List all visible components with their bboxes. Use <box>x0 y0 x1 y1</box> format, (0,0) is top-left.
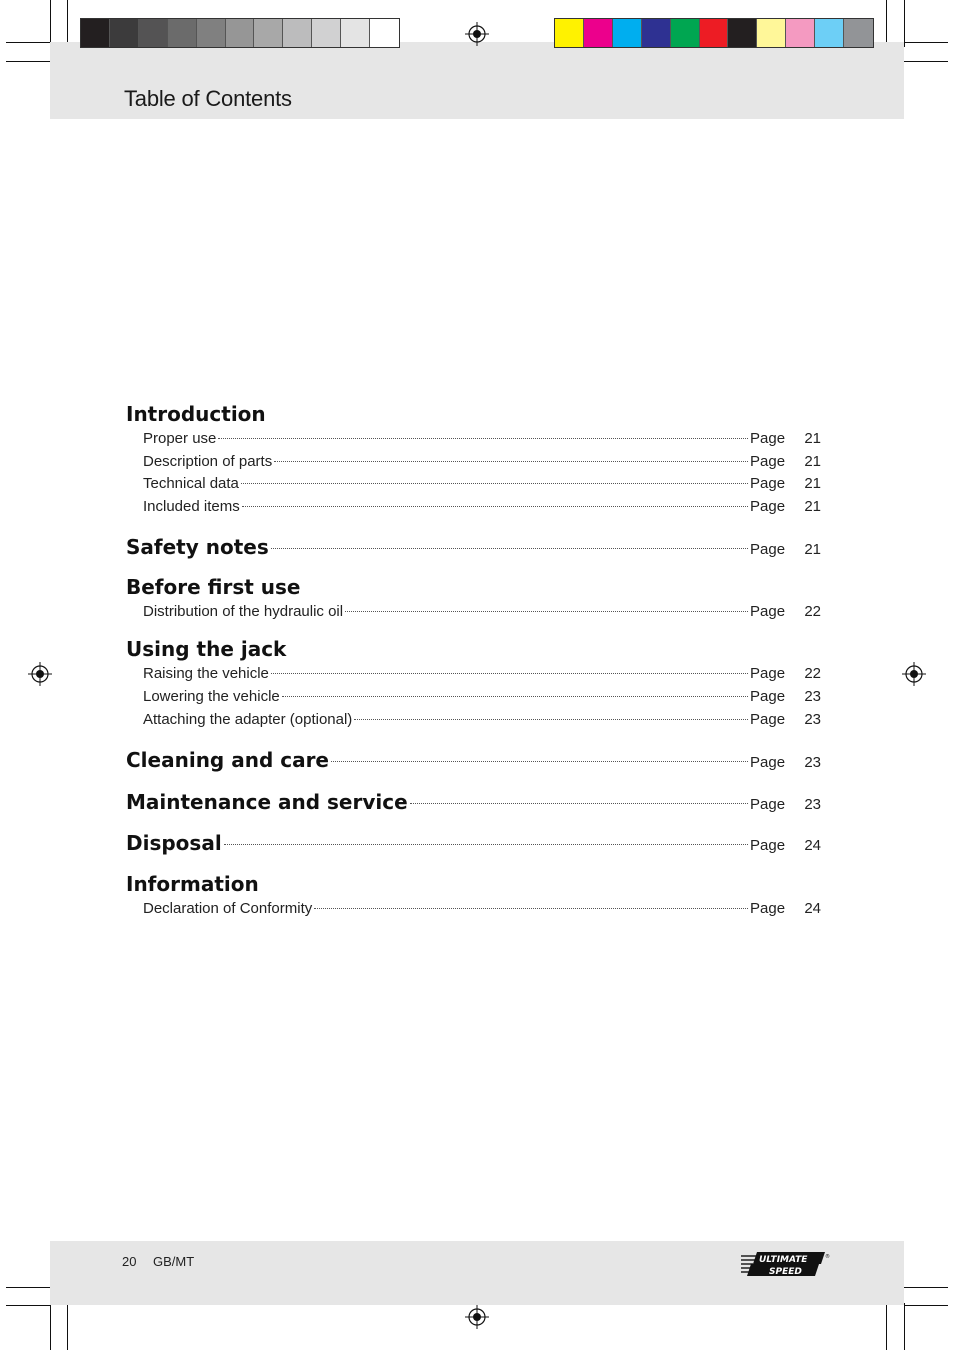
crop-mark <box>6 42 50 43</box>
toc-section <box>126 533 821 561</box>
page-word: Page <box>750 688 786 706</box>
color-swatch <box>312 19 341 47</box>
color-swatch <box>168 19 197 47</box>
color-swatch <box>254 19 283 47</box>
dot-leader <box>410 803 748 804</box>
page-number: 23 <box>804 710 821 728</box>
toc-entry-label: Proper use <box>143 430 217 447</box>
crop-mark <box>6 1287 50 1288</box>
color-swatch <box>786 19 815 47</box>
page-word: Page <box>750 665 786 683</box>
page-number: 21 <box>804 452 821 470</box>
toc-section <box>126 870 821 921</box>
toc-section <box>126 788 821 816</box>
registration-mark-icon <box>902 662 926 686</box>
page-number: 24 <box>804 836 821 854</box>
page-word: Page <box>750 475 786 493</box>
toc-entry-label: Included items <box>143 498 240 516</box>
dot-leader <box>271 548 748 549</box>
dot-leader <box>354 719 748 720</box>
page-title: Table of Contents <box>124 86 292 111</box>
color-swatch <box>728 19 757 47</box>
color-swatch <box>844 19 873 47</box>
page-number: 23 <box>804 688 821 706</box>
registration-mark-icon <box>465 22 489 46</box>
page-word: Page <box>750 602 786 620</box>
page-number: 21 <box>804 498 821 516</box>
color-swatch <box>671 19 700 47</box>
dot-leader <box>345 611 748 612</box>
crop-mark <box>886 0 887 47</box>
toc-entry-label: Distribution of the hydraulic oil <box>143 602 344 620</box>
toc-entry-label: Technical data <box>143 475 239 493</box>
toc-section <box>126 635 821 731</box>
color-swatch <box>139 19 168 47</box>
toc-entry[interactable] <box>126 496 821 519</box>
color-swatch <box>700 19 729 47</box>
color-swatch <box>757 19 786 47</box>
toc-entry-label: Declaration of Conformity <box>143 899 313 917</box>
toc-heading: Information <box>126 871 259 896</box>
color-swatch <box>642 19 671 47</box>
svg-text:ULTIMATE: ULTIMATE <box>759 1255 808 1265</box>
color-swatch <box>110 19 139 47</box>
crop-mark <box>67 0 68 47</box>
color-swatch <box>197 19 226 47</box>
crop-mark <box>67 1303 68 1350</box>
dot-leader <box>314 908 748 909</box>
toc-heading: Before first use <box>126 574 301 599</box>
toc-heading-row[interactable] <box>126 533 821 561</box>
toc-entry[interactable] <box>126 709 821 732</box>
toc-entry-label: Raising the vehicle <box>143 665 269 683</box>
page-word: Page <box>750 452 786 470</box>
crop-mark <box>904 42 948 43</box>
table-of-contents <box>126 400 821 920</box>
toc-heading-row[interactable] <box>126 746 821 774</box>
toc-heading: Safety notes <box>126 534 269 559</box>
toc-section <box>126 573 821 624</box>
toc-entry[interactable] <box>126 428 821 451</box>
toc-entry[interactable] <box>126 601 821 624</box>
dot-leader <box>274 461 748 462</box>
crop-mark <box>50 1303 51 1350</box>
toc-section <box>126 400 821 519</box>
process-color-bar <box>554 18 874 48</box>
page-word: Page <box>750 753 786 771</box>
color-swatch <box>815 19 844 47</box>
toc-heading: Cleaning and care <box>126 747 329 772</box>
crop-mark <box>50 0 51 47</box>
color-swatch <box>613 19 642 47</box>
toc-entry[interactable] <box>126 451 821 474</box>
page-word: Page <box>750 540 786 558</box>
registration-mark-icon <box>28 662 52 686</box>
toc-section <box>126 746 821 774</box>
toc-entry[interactable] <box>126 663 821 686</box>
dot-leader <box>271 673 748 674</box>
color-swatch <box>555 19 584 47</box>
svg-text:®: ® <box>825 1254 830 1260</box>
crop-mark <box>886 1303 887 1350</box>
page-word: Page <box>750 795 786 813</box>
toc-entry[interactable] <box>126 898 821 921</box>
crop-mark <box>904 1287 948 1288</box>
toc-entry-label: Description of parts <box>143 452 273 470</box>
color-swatch <box>341 19 370 47</box>
grayscale-color-bar <box>80 18 400 48</box>
crop-mark <box>904 1303 905 1350</box>
toc-heading: Maintenance and service <box>126 789 408 814</box>
color-swatch <box>370 19 399 47</box>
footer-language-code: GB/MT <box>153 1254 195 1269</box>
toc-heading-row[interactable] <box>126 829 821 857</box>
page-number: 22 <box>804 602 821 620</box>
page-number: 21 <box>804 540 821 558</box>
dot-leader <box>224 844 748 845</box>
crop-mark <box>6 61 50 62</box>
toc-heading: Introduction <box>126 402 266 426</box>
registration-mark-icon <box>465 1305 489 1329</box>
crop-mark <box>904 61 948 62</box>
dot-leader <box>331 761 748 762</box>
footer-page-number: 20 <box>122 1254 137 1269</box>
toc-entry-label: Attaching the adapter (optional) <box>143 710 353 728</box>
crop-mark <box>904 0 905 47</box>
page-word: Page <box>750 498 786 516</box>
crop-mark <box>904 1305 948 1306</box>
color-swatch <box>81 19 110 47</box>
page-number: 21 <box>804 475 821 493</box>
page-number: 23 <box>804 753 821 771</box>
toc-heading: Disposal <box>126 830 222 855</box>
crop-mark <box>6 1305 50 1306</box>
page-number: 24 <box>804 899 821 917</box>
svg-text:SPEED: SPEED <box>769 1267 802 1277</box>
page-number: 23 <box>804 795 821 813</box>
page-word: Page <box>750 430 786 447</box>
dot-leader <box>218 438 748 439</box>
toc-entry[interactable] <box>126 473 821 496</box>
color-swatch <box>226 19 255 47</box>
toc-entry[interactable] <box>126 686 821 709</box>
toc-heading-row[interactable] <box>126 788 821 816</box>
page-word: Page <box>750 836 786 854</box>
page-number: 21 <box>804 430 821 447</box>
page-word: Page <box>750 710 786 728</box>
page-word: Page <box>750 899 786 917</box>
toc-heading: Using the jack <box>126 637 287 662</box>
dot-leader <box>282 696 748 697</box>
ultimate-speed-logo <box>741 1250 831 1278</box>
toc-entry-label: Lowering the vehicle <box>143 688 280 706</box>
toc-section <box>126 829 821 857</box>
color-swatch <box>283 19 312 47</box>
color-swatch <box>584 19 613 47</box>
dot-leader <box>242 506 748 507</box>
dot-leader <box>241 483 748 484</box>
page-number: 22 <box>804 665 821 683</box>
